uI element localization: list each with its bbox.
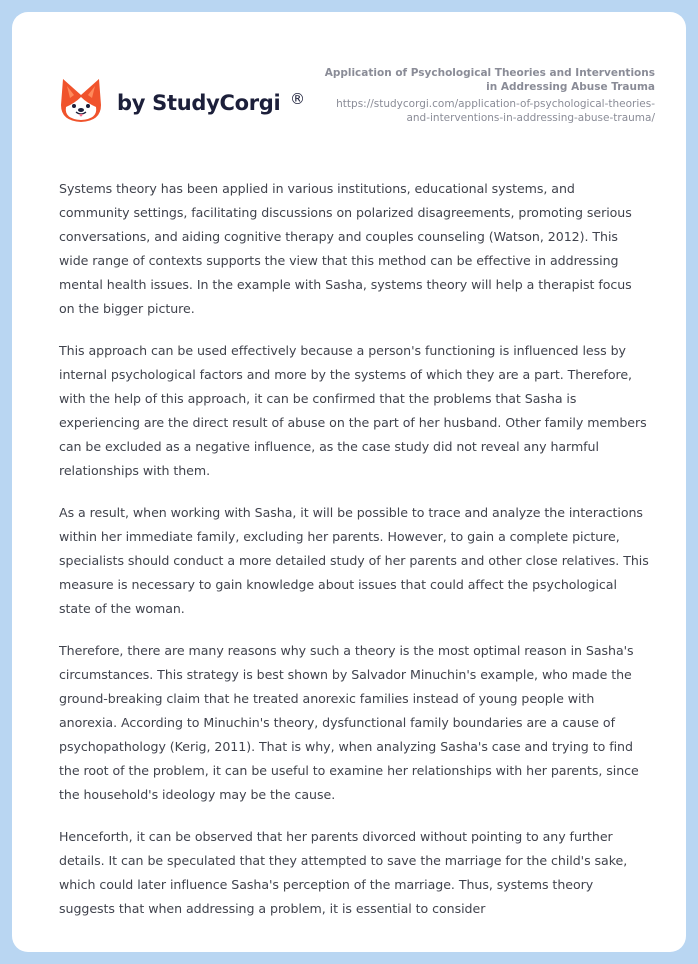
- document-url-line-2: and-interventions-in-addressing-abuse-trauma/: [406, 112, 655, 124]
- logo-text: by StudyCorgi: [117, 91, 281, 115]
- document-page: [12, 12, 686, 952]
- document-title: [275, 66, 655, 94]
- document-url-link[interactable]: [275, 97, 655, 125]
- document-title-line-2: in Addressing Abuse Trauma: [486, 81, 655, 93]
- document-body: [59, 177, 649, 939]
- document-title-line-1: Application of Psychological Theories and Interventions: [324, 67, 655, 79]
- body-paragraph: Henceforth, it can be observed that her parents divorced without pointing to any further details. It can be speculated that they attempted to save the marriage for the child's sake, which could later influence Sasha's perception of the marriage. Thus, systems theory suggests that when addressing a problem, it is essential to consider: [59, 829, 628, 916]
- page-header: [12, 12, 686, 162]
- body-paragraph: Therefore, there are many reasons why such a theory is the most optimal reason in Sasha's circumstances. This strategy is best shown by Salvador Minuchin's example, who made the ground-breaking claim that he treated anorexic families instead of young people with anorexia. According to Minuchin's theory, dysfunctional family boundaries are a cause of psychopathology (Kerig, 2011). That is why, when analyzing Sasha's case and trying to find the root of the problem, it can be useful to examine her relationships with her parents, since the household's ideology may be the cause.: [59, 643, 639, 802]
- body-paragraph: This approach can be used effectively because a person's functioning is influenced less by internal psychological factors and more by the systems of which they are a part. Therefore, with the help of this approach, it can be confirmed that the problems that Sasha is experiencing are the direct result of abuse on the part of her husband. Other family members can be excluded as a negative influence, as the case study did not reveal any harmful relationships with them.: [59, 343, 647, 478]
- document-url-line-1: https://studycorgi.com/application-of-psychological-theories-: [336, 98, 655, 110]
- corgi-logo-icon: [60, 77, 102, 123]
- studycorgi-logo[interactable]: [60, 76, 305, 124]
- document-meta: [275, 66, 655, 125]
- body-paragraph: As a result, when working with Sasha, it will be possible to trace and analyze the interactions within her immediate family, excluding her parents. However, to gain a complete picture, specialists should conduct a more detailed study of her parents and other close relatives. This measure is necessary to gain knowledge about issues that could affect the psychological state of the woman.: [59, 505, 649, 616]
- body-paragraph: Systems theory has been applied in various institutions, educational systems, and community settings, facilitating discussions on polarized disagreements, promoting serious conversations, and aiding cognitive therapy and couples counseling (Watson, 2012). This wide range of contexts supports the view that this method can be effective in addressing mental health issues. In the example with Sasha, systems theory will help a therapist focus on the bigger picture.: [59, 181, 632, 316]
- registered-trademark-icon: ®: [290, 90, 305, 108]
